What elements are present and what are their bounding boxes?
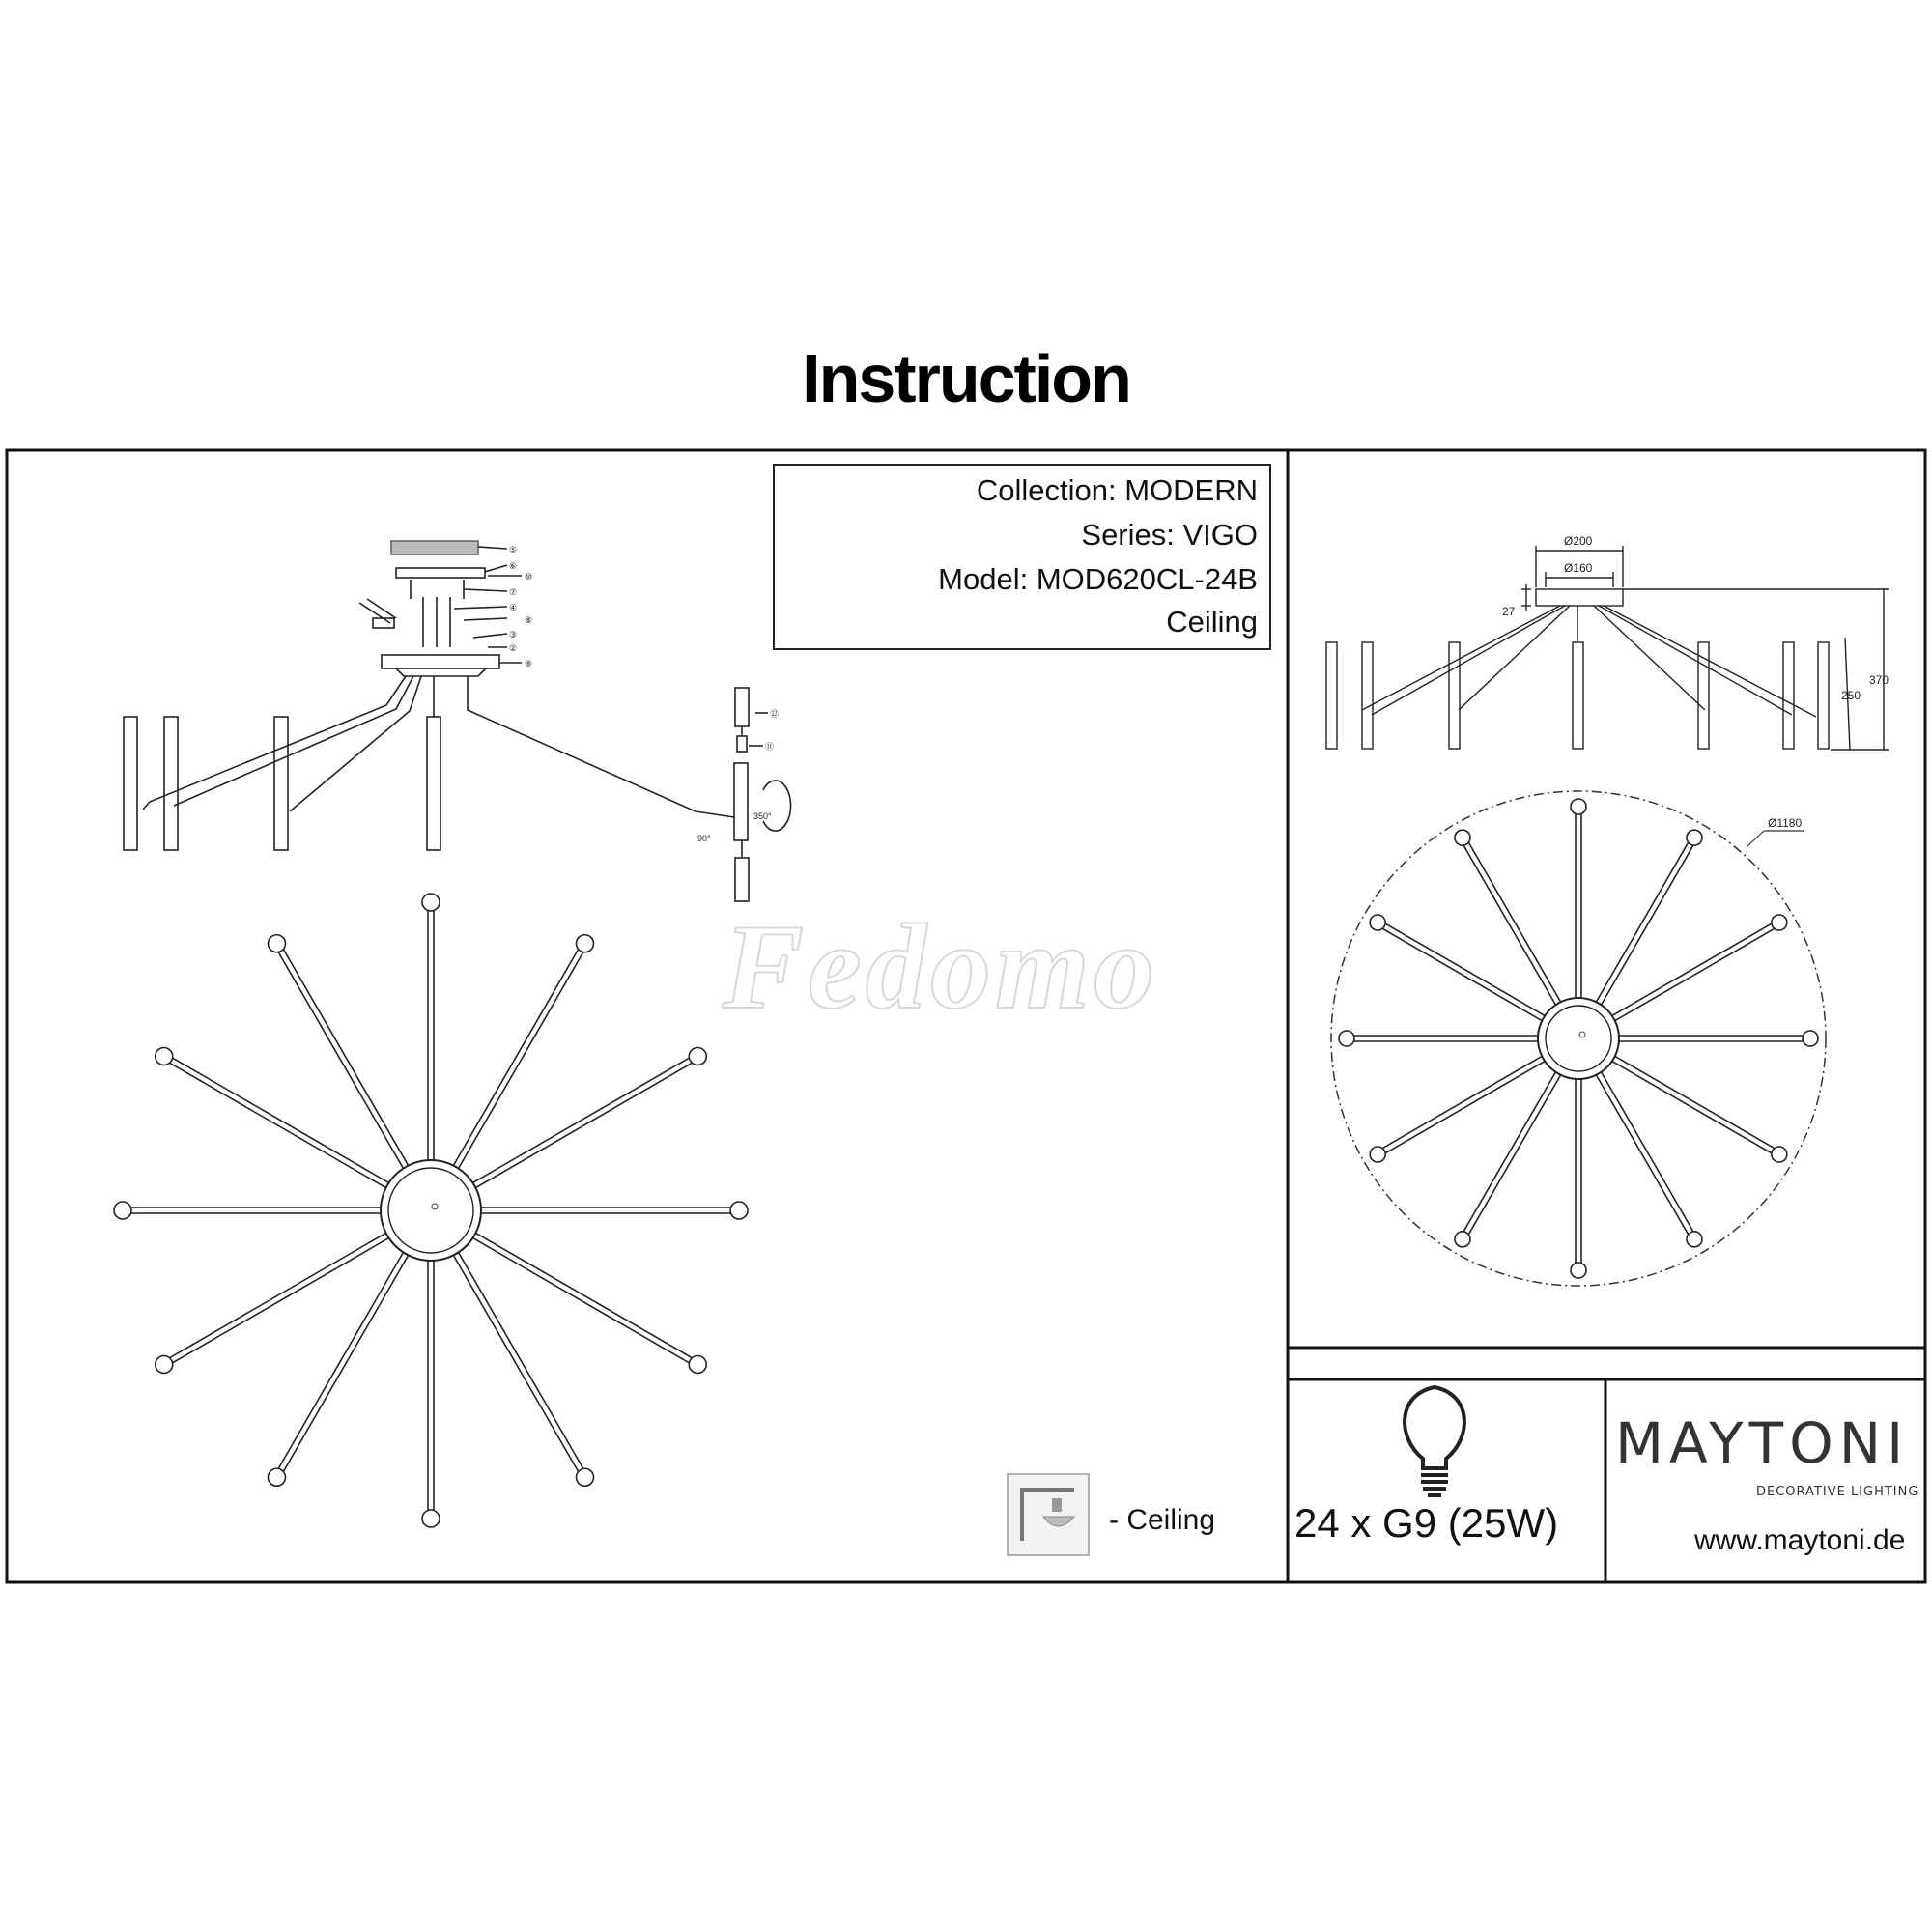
lamp-head: [577, 1468, 594, 1486]
arm: [1602, 846, 1693, 1006]
arm: [1596, 1075, 1688, 1235]
part-number: ⑩: [525, 572, 533, 582]
part-number: ②: [509, 643, 518, 653]
arm: [1602, 1072, 1693, 1232]
lamp-head: [156, 1048, 173, 1065]
part-number: ③: [509, 630, 518, 639]
lamp-head: [689, 1048, 706, 1065]
canopy-height: 27: [1502, 605, 1516, 618]
collection-label: Collection: MODERN: [976, 473, 1258, 507]
arm: [1615, 1056, 1775, 1148]
arm: [1612, 923, 1772, 1015]
top-view-starburst: [114, 894, 748, 1527]
canopy-plate: [1546, 1006, 1611, 1071]
lamp-head: [1455, 830, 1470, 845]
bulb-spec: 24 x G9 (25W): [1294, 1500, 1559, 1546]
part-number: ⑪: [765, 742, 775, 752]
lamp-head: [269, 1468, 286, 1486]
lamp-head: [422, 894, 440, 911]
assembly-side-view: [124, 541, 791, 901]
mounting-hole: [432, 1204, 438, 1209]
lamp-head: [1370, 915, 1385, 930]
ceiling-mount-icon: [1008, 1474, 1089, 1555]
canopy-plate: [388, 1168, 473, 1253]
arm: [1386, 1062, 1546, 1153]
brand-tagline: DECORATIVE LIGHTING: [1756, 1485, 1919, 1499]
canopy-hub: [381, 1160, 481, 1261]
terminal-block: [373, 618, 394, 628]
mount-type-label: Ceiling: [1166, 605, 1258, 639]
lamp-tube: [427, 717, 440, 850]
lamp-head: [1772, 915, 1787, 930]
lamp-head: [1370, 1147, 1385, 1162]
lamp-head: [1687, 830, 1702, 845]
lamp-head: [269, 935, 286, 952]
arm: [1386, 923, 1546, 1015]
lamp-head: [1455, 1232, 1470, 1247]
lamp-head: [1571, 799, 1586, 814]
product-info-box: [773, 464, 1271, 650]
lamp-head: [1687, 1232, 1702, 1247]
page-title: Instruction: [802, 341, 1130, 416]
lamp-head: [1571, 1263, 1586, 1278]
canopy-outer-diameter: Ø200: [1564, 534, 1593, 548]
lamp-head: [689, 1356, 706, 1374]
ceiling-mount-label: - Ceiling: [1109, 1504, 1216, 1536]
series-label: Series: VIGO: [1081, 518, 1258, 552]
lamp-head: [1339, 1031, 1354, 1046]
arm: [1469, 843, 1561, 1003]
part-number: ⑧: [525, 615, 533, 625]
mounting-hole: [1579, 1032, 1585, 1037]
lamp-head: [1772, 1147, 1787, 1162]
arm: [1383, 929, 1543, 1021]
brand-website: www.maytoni.de: [1694, 1524, 1906, 1556]
canopy-outline: [1536, 589, 1623, 606]
top-view-dimension-starburst: [1339, 799, 1818, 1278]
ceiling-surface: [391, 541, 478, 554]
arm: [1469, 1075, 1561, 1235]
part-number: ⑥: [509, 561, 518, 571]
dimension-side-view: [1326, 546, 1889, 750]
lamp-tube: [274, 717, 288, 850]
part-number: ⑨: [525, 659, 533, 668]
overall-diameter: Ø1180: [1768, 816, 1803, 830]
angle-label: 350°: [753, 811, 772, 821]
arm: [1612, 1062, 1772, 1153]
lamp-head: [577, 935, 594, 952]
lamp-head: [1803, 1031, 1818, 1046]
arm: [1615, 929, 1775, 1021]
dimension-labels: [1502, 534, 1889, 702]
mounting-bar: [396, 568, 485, 578]
part-number-labels: [509, 545, 779, 843]
diameter-circle: [1331, 791, 1826, 1286]
lamp-head: [422, 1510, 440, 1527]
lamp-head: [156, 1356, 173, 1374]
brand-logo: MAYTONI: [1615, 1410, 1910, 1476]
canopy-plate: [382, 655, 499, 668]
model-label: Model: MOD620CL-24B: [938, 562, 1258, 596]
part-number: ⑫: [770, 709, 780, 719]
lamp-height: 250: [1841, 689, 1861, 702]
part-number: ⑦: [509, 587, 518, 597]
arm: [1596, 843, 1688, 1003]
arm: [1463, 846, 1555, 1006]
total-height: 370: [1869, 673, 1889, 687]
arm: [1463, 1072, 1555, 1232]
watermark: Fedomo: [723, 900, 1158, 1035]
lamp-tube: [124, 717, 137, 850]
canopy-hub: [1538, 998, 1619, 1079]
lamp-head: [114, 1202, 131, 1219]
arm: [1383, 1056, 1543, 1148]
part-number: ④: [509, 603, 518, 612]
light-bulb-icon: [1405, 1387, 1464, 1495]
part-number: ⑤: [509, 545, 518, 554]
angle-label: 90°: [697, 834, 711, 843]
canopy-inner-diameter: Ø160: [1564, 561, 1593, 575]
lamp-head: [730, 1202, 748, 1219]
lamp-tube: [164, 717, 178, 850]
lamp-tube-exploded: [734, 763, 748, 840]
